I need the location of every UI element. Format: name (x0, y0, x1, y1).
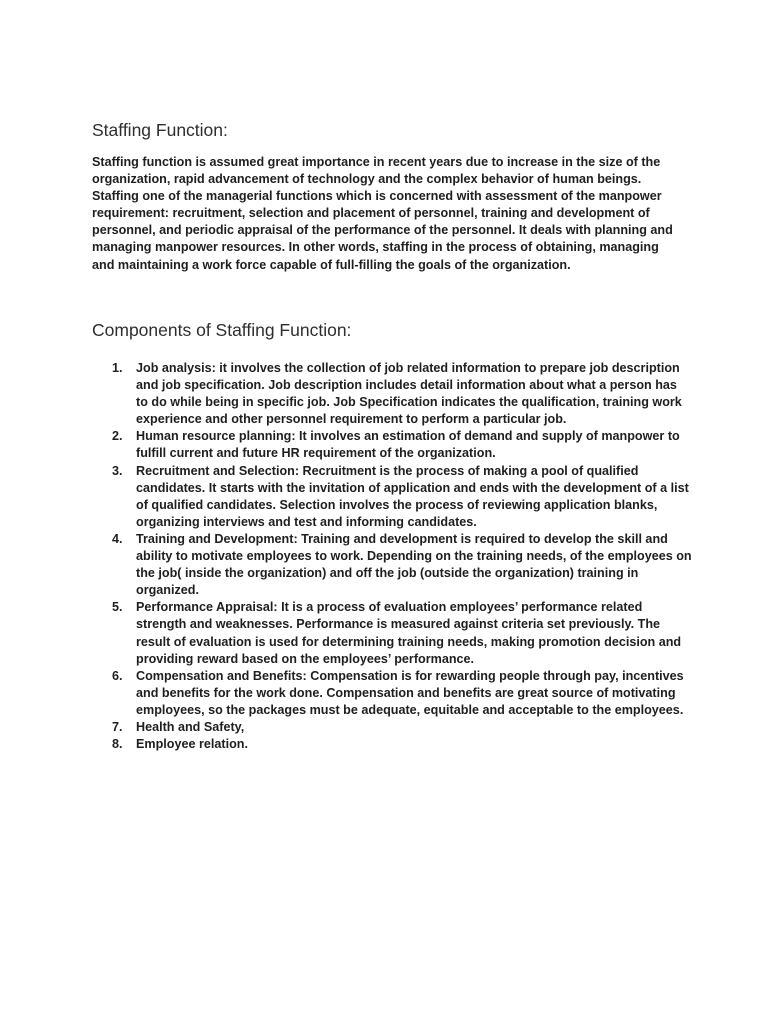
list-item-number: 6. (112, 668, 123, 683)
list-item-number: 7. (112, 719, 123, 734)
list-item-text: Performance Appraisal: It is a process of evaluation employees’ performance related strength and weaknesses. Performance is measured against criteria set previously. The result of evaluation is used for determining training needs, making promotion decision and providing reward based on the employees’ performance. (136, 600, 682, 666)
section-heading-staffing-function: Staffing Function: (92, 120, 228, 140)
list-item (92, 719, 692, 736)
list-item (92, 428, 692, 462)
list-item-number: 8. (112, 737, 123, 752)
list-item-text: Recruitment and Selection: Recruitment is the process of making a pool of qualified candidates. It starts with the invitation of application and ends with the development of a list of qualified candidates. Selection involves the process of reviewing application blanks, organizing interviews and test and informing candidates. (136, 463, 689, 529)
components-list (92, 360, 692, 753)
list-item (92, 736, 692, 753)
list-item-number: 3. (112, 463, 123, 478)
list-item (92, 599, 692, 667)
staffing-function-paragraph: Staffing function is assumed great importance in recent years due to increase in the size of the organization, rapid advancement of technology and the complex behavior of human beings. Staffing one of the managerial functions which is concerned with assessment of the manpower requirement: recruitment, selection and placement of personnel, training and development of personnel, and periodic appraisal of the performance of the personnel. It deals with planning and managing manpower resources. In other words, staffing in the process of obtaining, managing and maintaining a work force capable of full-filling the goals of the organization. (92, 155, 673, 272)
list-item-text: Job analysis: it involves the collection of job related information to prepare job description and job specification. Job description includes detail information about what a person has to do while being in specific job. Job Specification indicates the qualification, training work experience and other personnel requirement to perform a particular job. (136, 361, 682, 427)
list-item-text: Health and Safety, (136, 719, 245, 734)
list-item-number: 5. (112, 600, 123, 615)
list-item (92, 463, 692, 531)
list-item-text: Compensation and Benefits: Compensation is for rewarding people through pay, incentives and benefits for the work done. Compensation and benefits are great source of motivating employees, so the packages must be adequate, equitable and acceptable to the employees. (136, 668, 684, 717)
list-item-text: Employee relation. (136, 737, 248, 752)
list-item (92, 360, 692, 428)
list-item-text: Training and Development: Training and development is required to develop the skill and ability to motivate employees to work. Depending on the training needs, of the employees on the job( inside the organization) and off the job (outside the organization) training in organized. (136, 531, 692, 598)
list-item-number: 2. (112, 429, 123, 444)
list-item (92, 531, 692, 599)
list-item-number: 4. (112, 531, 123, 546)
section-heading-components: Components of Staffing Function: (92, 320, 352, 340)
list-item-text: Human resource planning: It involves an estimation of demand and supply of manpower to fulfill current and future HR requirement of the organization. (136, 429, 680, 461)
list-item-number: 1. (112, 361, 123, 375)
list-item (92, 668, 692, 719)
